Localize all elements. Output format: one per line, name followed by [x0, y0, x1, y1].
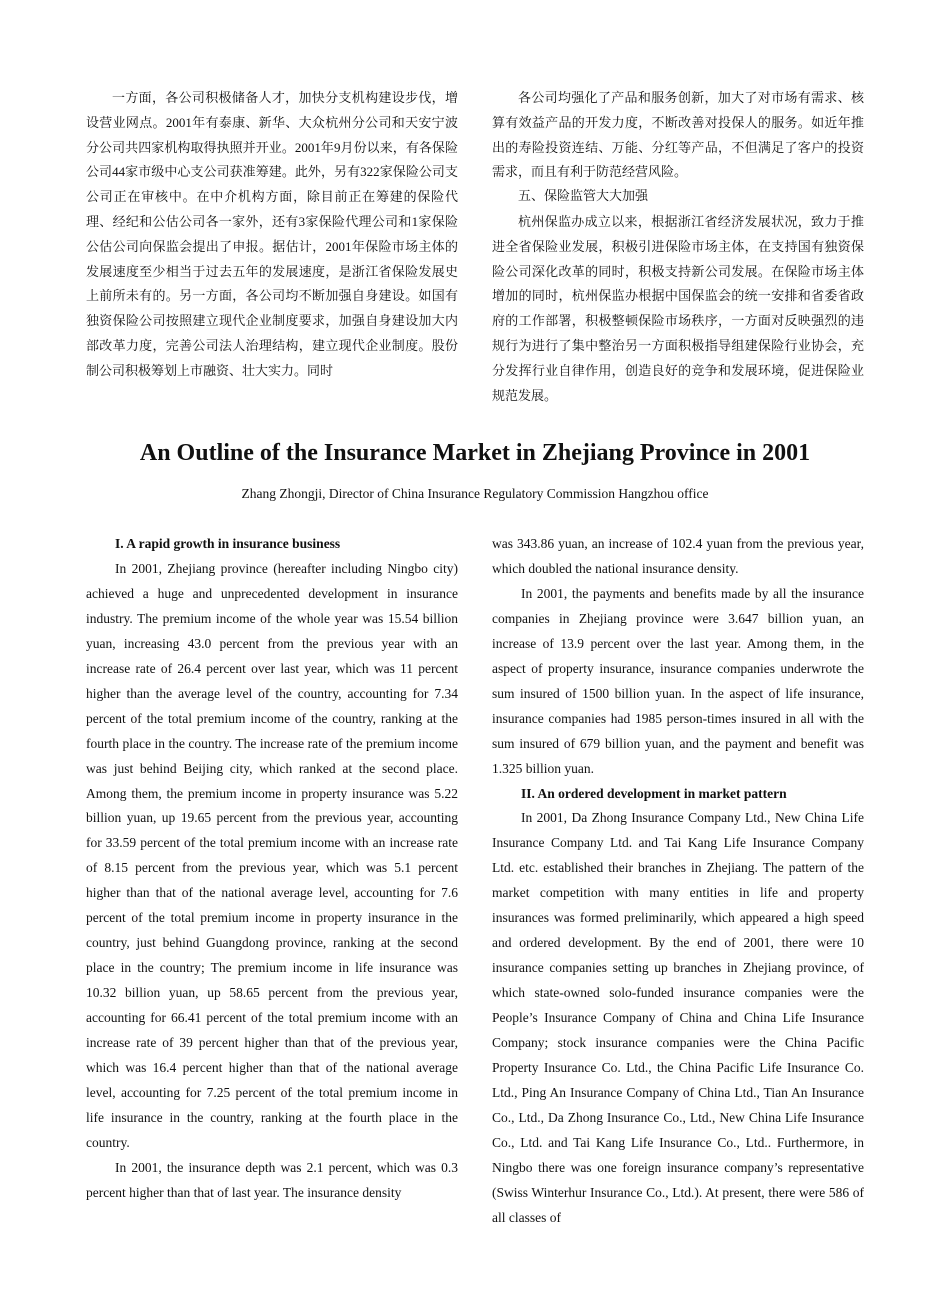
chinese-paragraph: 杭州保监办成立以来，根据浙江省经济发展状况，致力于推进全省保险业发展，积极引进保险市场主体，在支持国有独资保险公司深化改革的同时，积极支持新公司发展。在保险市场主体增加的同时，杭州保监办根据中国保监会的统一安排和省委省政府的工作部署，积极整顿保险市场秩序，一方面对反映强烈的违规行为进行了集中整治另一方面积极指导组建保险行业协会，充分发挥行业自律作用，创造良好的竞争和发展环境，促进保险业规范发展。 — [492, 213, 864, 403]
body-paragraph-continued: was 343.86 yuan, an increase of 102.4 yuan from the previous year, which doubled the national insurance density. — [492, 536, 864, 576]
body-paragraph: In 2001, the payments and benefits made by all the insurance companies in Zhejiang province were 3.647 billion yuan, an increase of 13.9 percent over the last year. Among them, in the aspect of property insurance, insurance companies underwrote the sum insured of 1500 billion yuan. In the aspect of life insurance, insurance companies had 1985 person-times insured in all with the sum insured of 679 billion yuan, and the payment and benefit was 1.325 billion yuan. — [492, 585, 864, 776]
english-left-column — [86, 532, 458, 1206]
article-title: An Outline of the Insurance Market in Zhejiang Province in 2001 — [139, 440, 811, 466]
body-paragraph: In 2001, Da Zhong Insurance Company Ltd., New China Life Insurance Company Ltd. and Tai Kang Life Insurance Company Ltd. etc. established their branches in Zhejiang. The pattern of the market competition with many entities in life and property insurances was formed preliminarily, which appeared a high speed and ordered development. By the end of 2001, there were 10 insurance companies setting up branches in Zhejiang province, of which state-owned solo-funded insurance companies were the People’s Insurance Company of China and China Life Insurance Company; stock insurance companies were the China Pacific Property Insurance Co. Ltd., the China Pacific Life Insurance Co. Ltd., Ping An Insurance Company of China Ltd., Tian An Insurance Co., Ltd., Da Zhong Insurance Co., Ltd., New China Life Insurance Co., Ltd. and Tai Kang Life Insurance Co., Ltd.. Furthermore, in Ningbo there was one foreign insurance company’s representative (Swiss Winterhur Insurance Co., Ltd.). At present, there were 586 of all classes of — [492, 810, 864, 1225]
article-byline: Zhang Zhongji, Director of China Insurance Regulatory Commission Hangzhou office — [241, 486, 709, 501]
section-heading: II. An ordered development in market pattern — [521, 785, 787, 801]
chinese-left-column — [86, 86, 458, 384]
chinese-section-heading: 五、保险监管大大加强 — [518, 189, 649, 205]
english-right-column — [492, 532, 864, 1231]
body-paragraph: In 2001, Zhejiang province (hereafter including Ningbo city) achieved a huge and unprecedented development in insurance industry. The premium income of the whole year was 15.54 billion yuan, increasing 43.0 percent from the previous year with an increase rate of 26.4 percent over last year, which was 11 percent higher than the average level of the country, accounting for 7.34 percent of the total premium income of the country, ranking at the fourth place in the country. The increase rate of the premium income was just behind Beijing city, which ranked at the second place. Among them, the premium income in property insurance was 5.22 billion yuan, up 19.65 percent from the previous year, accounting for 33.59 percent of the total premium income with an increase rate of 8.15 percent from the previous year, which was 5.1 percent higher than that of the national average level, accounting for 7.6 percent of the total premium income in property insurance in the country, just behind Guangdong province, ranking at the second place in the country; The premium income in life insurance was 10.32 billion yuan, up 58.65 percent from the previous year, accounting for 66.41 percent of the total premium income with an increase rate of 39 percent higher than that of the previous year, which was 16.4 percent higher than that of the national average level, accounting for 7.25 percent of the total premium income in life insurance in the country, ranking at the fourth place in the country. — [86, 560, 458, 1150]
body-paragraph: In 2001, the insurance depth was 2.1 percent, which was 0.3 percent higher than that of last year. The insurance density — [86, 1159, 458, 1200]
chinese-paragraph: 一方面，各公司积极储备人才，加快分支机构建设步伐，增设营业网点。2001年有泰康、新华、大众杭州分公司和天安宁波分公司共四家机构取得执照并开业。2001年9月份以来，有各保险公司44家市级中心支公司获准筹建。此外，另有322家保险公司支公司正在审核中。在中介机构方面，除目前正在筹建的保险代理、经纪和公估公司各一家外，还有3家保险代理公司和1家保险公估公司向保监会提出了申报。据估计，2001年保险市场主体的发展速度至少相当于过去五年的发展速度，是浙江省保险发展史上前所未有的。另一方面，各公司均不断加强自身建设。如国有独资保险公司按照建立现代企业制度要求，加强自身建设加大内部改革力度，完善公司法人治理结构，建立现代企业制度。股份制公司积极筹划上市融资、壮大实力。同时 — [86, 90, 458, 378]
chinese-right-column — [492, 86, 864, 408]
section-heading: I. A rapid growth in insurance business — [115, 536, 341, 551]
chinese-paragraph: 各公司均强化了产品和服务创新，加大了对市场有需求、核算有效益产品的开发力度，不断改善对投保人的服务。如近年推出的寿险投资连结、万能、分红等产品，不但满足了客户的投资需求，而且有利于防范经营风险。 — [492, 90, 864, 180]
